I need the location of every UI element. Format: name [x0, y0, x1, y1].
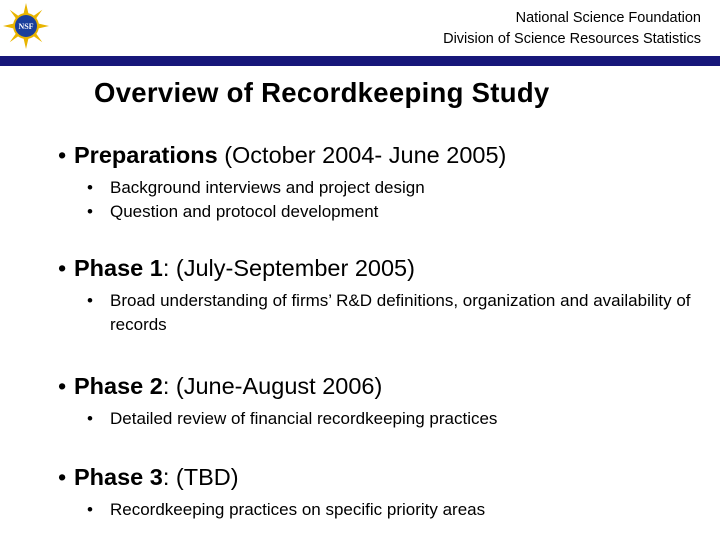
- bullet: •: [58, 464, 67, 490]
- org-name: National Science Foundation: [515, 10, 701, 26]
- sub-list: [87, 498, 698, 522]
- sub-item: • Broad understanding of firms’ R&D definitions, organization and availability of records: [87, 289, 698, 337]
- section-heading: [58, 371, 698, 401]
- section-detail: : (TBD): [162, 464, 239, 490]
- section-label: Phase 1: [74, 255, 163, 281]
- nsf-logo-text: NSF: [18, 22, 34, 31]
- nsf-logo: [3, 3, 49, 49]
- sub-item: • Background interviews and project design: [87, 176, 698, 200]
- section-detail: (October 2004- June 2005): [217, 142, 507, 168]
- section-detail: : (July-September 2005): [162, 255, 415, 281]
- sub-item: • Detailed review of financial recordkeeping practices: [87, 407, 698, 431]
- section-phase-3: [58, 462, 698, 522]
- bullet: •: [58, 373, 67, 399]
- sub-item: • Recordkeeping practices on specific priority areas: [87, 498, 698, 522]
- sub-list: [87, 289, 698, 337]
- sub-list: [87, 176, 698, 224]
- section-heading: [58, 253, 698, 283]
- slide-title: Overview of Recordkeeping Study: [94, 77, 550, 108]
- sub-item: • Question and protocol development: [87, 200, 698, 224]
- section-phase-2: [58, 371, 698, 431]
- section-heading: [58, 462, 698, 492]
- bullet: •: [58, 255, 67, 281]
- sub-list: [87, 407, 698, 431]
- section-label: Preparations: [74, 142, 218, 168]
- bullet: •: [58, 142, 67, 168]
- section-detail: : (June-August 2006): [162, 373, 383, 399]
- section-preparations: [58, 140, 698, 224]
- section-label: Phase 2: [74, 373, 163, 399]
- section-heading: [58, 140, 698, 170]
- organization-header: [443, 8, 701, 50]
- division-name: Division of Science Resources Statistics: [443, 31, 701, 47]
- section-phase-1: [58, 253, 698, 337]
- header-rule: [0, 56, 720, 66]
- section-label: Phase 3: [74, 464, 163, 490]
